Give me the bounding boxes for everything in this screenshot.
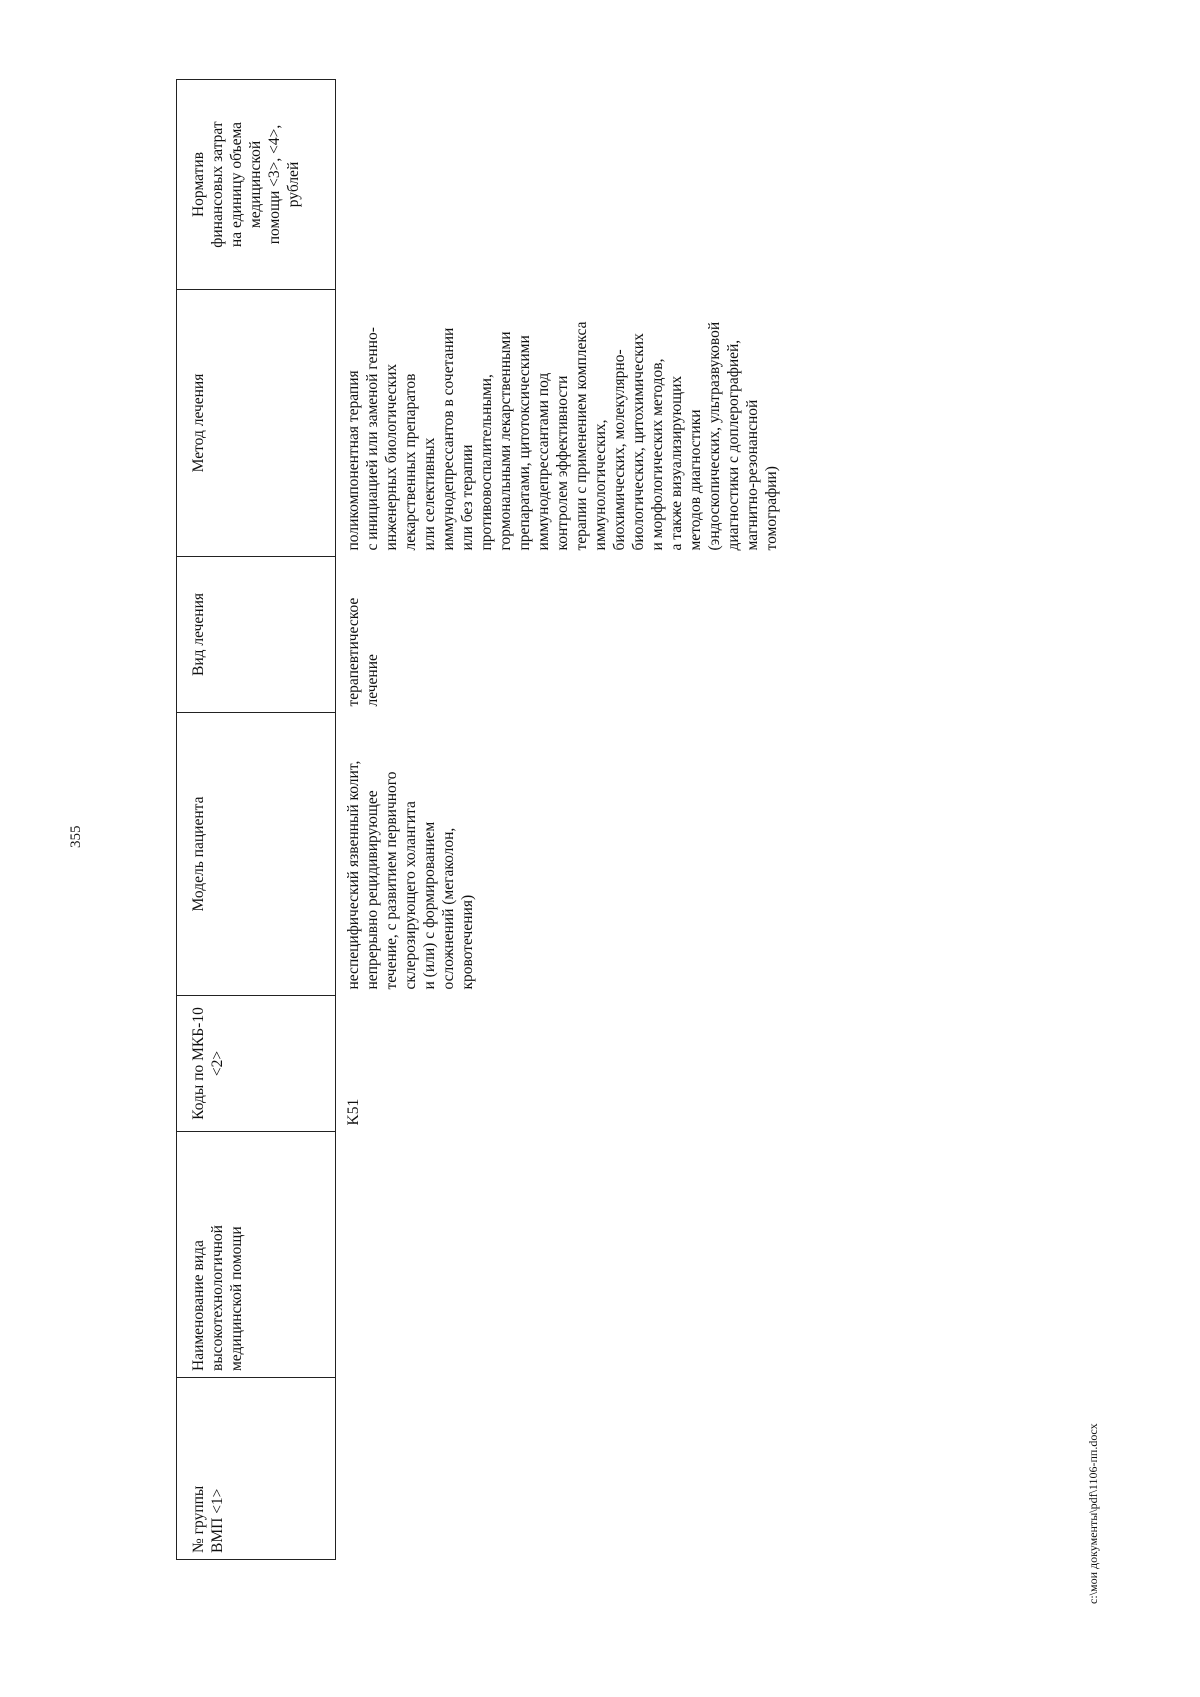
header-icd: [177, 996, 336, 1132]
text-line: а также визуализирующих: [668, 375, 685, 551]
text-line: инженерных биологических: [383, 363, 400, 551]
table-header-row: [177, 80, 336, 1560]
text-line: медицинской помощи: [228, 1226, 245, 1371]
text-line: № группы: [190, 1485, 207, 1553]
table-row: [336, 80, 782, 1560]
text-line: биологических, цитохимических: [630, 333, 647, 551]
text-line: склерозирующего холангита: [402, 801, 419, 990]
footer-file-path: c:\мои документы\pdf\1106-пп.docx: [1086, 1423, 1100, 1604]
text-line: (эндоскопических, ультразвуковой: [706, 321, 723, 551]
text-line: лечение: [364, 654, 381, 707]
text-line: рублей: [285, 161, 302, 208]
text-line: финансовых затрат: [209, 121, 226, 248]
text-line: иммунологических,: [592, 419, 609, 551]
text-line: диагностики с доплерографией,: [725, 339, 742, 551]
text-line: терапии с применением комплекса: [573, 321, 590, 551]
text-line: и морфологических методов,: [649, 358, 666, 551]
header-kind: [177, 557, 336, 713]
text-line: Наименование вида: [190, 1240, 207, 1371]
text-line: Модель пациента: [190, 796, 207, 912]
text-line: медицинской: [247, 140, 264, 229]
text-line: и (или) с формированием: [421, 821, 438, 990]
text-line: лекарственных препаратов: [402, 373, 419, 551]
text-line: биохимических, молекулярно-: [611, 349, 628, 551]
text-line: терапевтическое: [345, 597, 362, 707]
text-line: на единицу объема: [228, 121, 245, 248]
text-line: Вид лечения: [190, 592, 207, 677]
header-method: [177, 290, 336, 557]
page-number: 355: [68, 825, 84, 848]
text-line: иммунодепрессантов в сочетании: [440, 327, 457, 551]
cell-name: [336, 1132, 782, 1378]
text-line: помощи <3>, <4>,: [266, 124, 283, 245]
header-name: [177, 1132, 336, 1378]
text-line: Норматив: [190, 151, 207, 218]
text-line: томографии): [763, 466, 780, 551]
text-line: контролем эффективности: [554, 375, 571, 551]
text-line: кровотечения): [459, 894, 476, 990]
cell-model: [336, 713, 782, 996]
text-line: противовоспалительными,: [478, 374, 495, 551]
text-line: методов диагностики: [687, 409, 704, 551]
cell-group-no: [336, 1378, 782, 1560]
header-model: [177, 713, 336, 996]
text-line: или без терапии: [459, 444, 476, 551]
landscape-page: [176, 80, 826, 1560]
text-line: осложнений (мегаколон,: [440, 827, 457, 990]
cell-norm: [336, 80, 782, 290]
text-line: Метод лечения: [190, 373, 207, 473]
text-line: ВМП <1>: [209, 1488, 226, 1553]
text-line: высокотехнологичной: [209, 1225, 226, 1371]
cell-icd: K51: [345, 1098, 362, 1126]
header-norm: [177, 80, 336, 290]
text-line: <2>: [209, 1050, 226, 1077]
cell-kind: [336, 557, 782, 713]
text-line: с инициацией или заменой генно-: [364, 327, 381, 551]
text-line: Коды по МКБ-10: [190, 1007, 207, 1120]
text-line: поликомпонентная терапия: [345, 370, 362, 551]
text-line: неспецифический язвенный колит,: [345, 760, 362, 990]
text-line: магнитно-резонансной: [744, 399, 761, 551]
cell-method: [336, 290, 782, 557]
vmp-table: [176, 79, 781, 1560]
text-line: иммунодепрессантами под: [535, 372, 552, 551]
header-group-no: [177, 1378, 336, 1560]
text-line: препаратами, цитотоксическими: [516, 335, 533, 551]
text-line: непрерывно рецидивирующее: [364, 790, 381, 990]
text-line: или селективных: [421, 437, 438, 551]
text-line: гормональными лекарственными: [497, 331, 514, 551]
text-line: течение, с развитием первичного: [383, 771, 400, 990]
